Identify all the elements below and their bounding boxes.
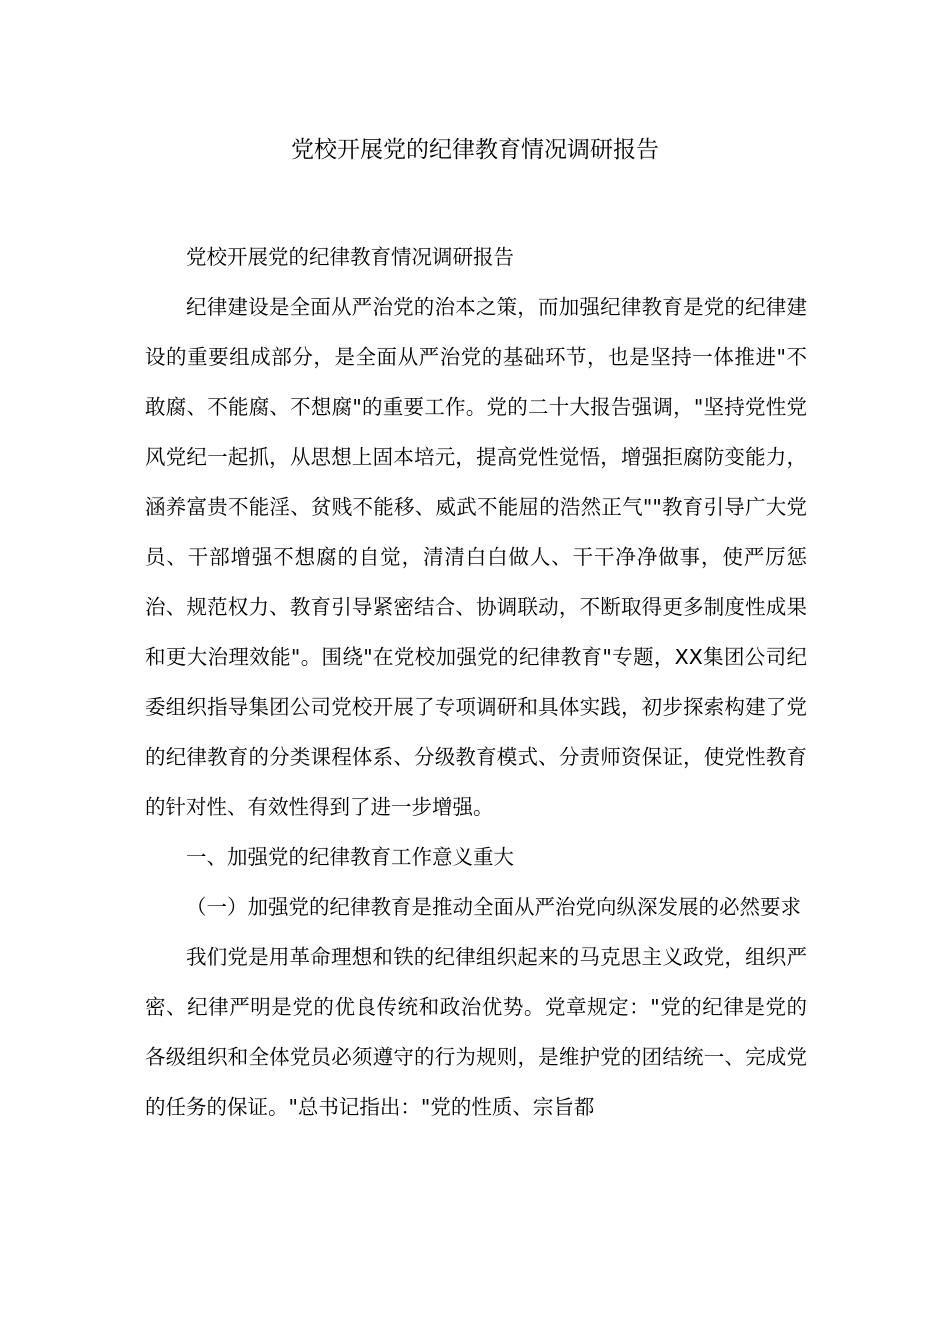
paragraph-party-discipline: 我们党是用革命理想和铁的纪律组织起来的马克思主义政党，组织严密、纪律严明是党的优良传统和政治优势。党章规定："党的纪律是党的各级组织和全体党员必须遵守的行为规则，是维护党的团结统一、完成党的任务的保证。"总书记指出："党的性质、宗旨都: [145, 945, 807, 1119]
paragraph-intro: 纪律建设是全面从严治党的治本之策，而加强纪律教育是党的纪律建设的重要组成部分，是全面从严治党的基础环节，也是坚持一体推进"不敢腐、不能腐、不想腐"的重要工作。党的二十大报告强调，"坚持党性党风党纪一起抓，从思想上固本培元，提高党性觉悟，增强拒腐防变能力，涵养富贵不能淫、贫贱不能移、威武不能屈的浩然正气""教育引导广大党员、干部增强不想腐的自觉，清清白白做人、干干净净做事，使严厉惩治、规范权力、教育引导紧密结合、协调联动，不断取得更多制度性成果和更大治理效能"。围绕"在党校加强党的纪律教育"专题，XX集团公司纪委组织指导集团公司党校开展了专项调研和具体实践，初步探索构建了党的纪律教育的分类课程体系、分级教育模式、分责师资保证，使党性教育的针对性、有效性得到了进一步增强。: [145, 295, 807, 819]
document-title: 党校开展党的纪律教育情况调研报告: [291, 137, 659, 163]
subsection-heading-1-1: （一）加强党的纪律教育是推动全面从严治党向纵深发展的必然要求: [186, 895, 801, 919]
section-heading-1: 一、加强党的纪律教育工作意义重大: [186, 845, 514, 869]
document-body: [145, 232, 807, 1132]
paragraph-subtitle: 党校开展党的纪律教育情况调研报告: [186, 245, 514, 269]
